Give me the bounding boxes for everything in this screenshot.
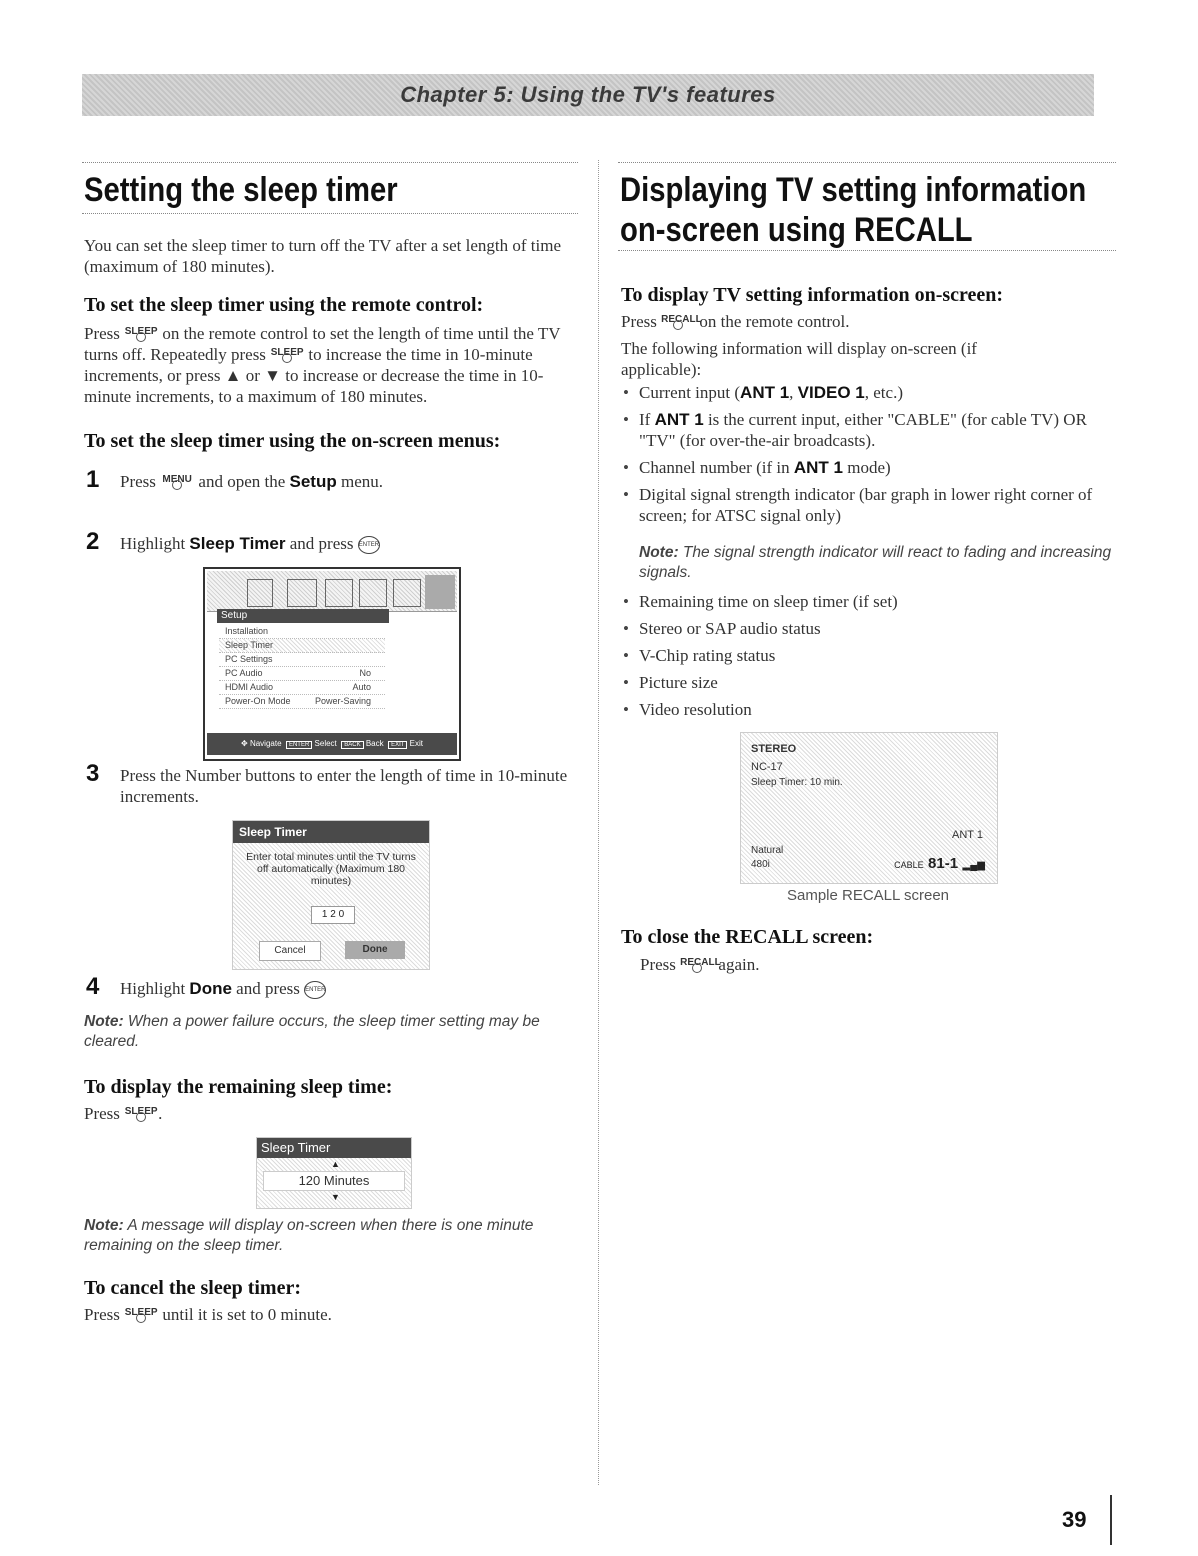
bullet-item: • Digital signal strength indicator (bar graph in lower right corner of screen; for ATSC signal only) <box>621 484 1111 526</box>
text: until it is set to 0 minute. <box>162 1305 332 1324</box>
key-label: RECALL <box>661 314 702 325</box>
bullet-item: • If ANT 1 is the current input, either "CABLE" (for cable TV) OR "TV" (for over-the-air broadcasts). <box>621 409 1111 451</box>
bullet-item: • Channel number (if in ANT 1 mode) <box>621 457 1111 478</box>
key-label: SLEEP <box>124 326 158 337</box>
heading: To cancel the sleep timer: <box>84 1277 301 1299</box>
note-label: Note: <box>84 1013 124 1030</box>
key-label: SLEEP <box>124 1106 158 1117</box>
key-label: SLEEP <box>270 347 304 358</box>
rule <box>82 213 578 214</box>
enter-key-icon: ENTER <box>304 981 326 999</box>
channel-source: CABLE <box>894 860 924 870</box>
text: Press <box>84 324 120 343</box>
remaining-minutes-value: 120 Minutes <box>263 1171 405 1191</box>
menu-item-value: Power-Saving <box>314 696 371 706</box>
audio-icon <box>325 579 353 607</box>
picture-size: Natural <box>751 845 784 856</box>
text: Highlight <box>120 534 186 553</box>
up-arrow-icon: ▲ <box>331 1159 340 1169</box>
menu-item-value: No <box>359 668 371 678</box>
heading: To set the sleep timer using the remote control: <box>84 294 484 316</box>
info-bullets-2 <box>621 591 1111 726</box>
note-label: Note: <box>84 1217 124 1234</box>
text: again. <box>718 955 760 974</box>
display-press-text <box>621 311 1111 332</box>
step-number: 2 <box>86 528 100 555</box>
menus-heading <box>84 430 578 453</box>
done-button[interactable]: Done <box>345 941 405 959</box>
section-title-line: on-screen using RECALL <box>620 211 973 249</box>
setup-menu-list <box>219 625 385 709</box>
bullet-item: • V-Chip rating status <box>621 645 1111 666</box>
heading: To display the remaining sleep time: <box>84 1076 393 1098</box>
bullet-item: • Current input (ANT 1, VIDEO 1, etc.) <box>621 382 1111 403</box>
heading: To display TV setting information on-screen: <box>621 284 1004 306</box>
chapter-banner <box>82 74 1094 116</box>
display-heading <box>621 284 1116 307</box>
page-title: Setting the sleep timer <box>84 171 398 209</box>
cancel-heading <box>84 1277 578 1300</box>
step-2-text <box>120 533 578 554</box>
menu-key-icon <box>160 471 194 489</box>
picture-icon <box>287 579 317 607</box>
step-number: 1 <box>86 466 100 493</box>
menu-icon-strip <box>207 571 457 612</box>
note-text: When a power failure occurs, the sleep timer setting may be cleared. <box>84 1013 540 1050</box>
remote-paragraph <box>84 323 578 407</box>
chapter-title: Chapter 5: Using the TV's features <box>400 82 776 107</box>
heading: To set the sleep timer using the on-screen menus: <box>84 430 501 452</box>
bold-term: Sleep Timer <box>189 534 286 553</box>
section-title-line: Displaying TV setting information <box>620 171 1087 209</box>
step-number: 4 <box>86 973 100 1000</box>
text: Press <box>84 1305 120 1324</box>
nav-label: Exit <box>409 739 423 748</box>
text: Press <box>640 955 676 974</box>
key-label: RECALL <box>680 957 721 968</box>
menu-item <box>219 653 385 667</box>
section-title-sleep <box>84 170 449 210</box>
remote-heading <box>84 294 578 317</box>
page-number: 39 <box>1062 1507 1087 1532</box>
close-heading <box>621 926 1116 949</box>
step-4-text <box>120 978 578 999</box>
digit: 1 <box>321 909 328 920</box>
note-signal <box>639 543 1114 583</box>
rating-status: NC-17 <box>751 761 783 773</box>
input-status: ANT 1 <box>952 829 983 841</box>
menu-item-selected <box>219 639 385 653</box>
page-number-rule <box>1110 1495 1112 1545</box>
rule <box>618 162 1116 163</box>
sleep-key-icon <box>270 344 304 362</box>
note-label: Note: <box>639 544 679 561</box>
section-title-recall <box>620 170 1162 250</box>
sleep-key-icon <box>124 1103 158 1121</box>
nav-label: Back <box>365 739 384 748</box>
nav-help-bar <box>207 733 457 755</box>
audio-status: STEREO <box>751 743 797 755</box>
lock-icon <box>393 579 421 607</box>
menu-item-label: PC Audio <box>225 668 263 678</box>
text: Press <box>621 312 657 331</box>
sleep-status: Sleep Timer: 10 min. <box>751 777 843 788</box>
step-number: 3 <box>86 760 100 787</box>
sleep-key-icon <box>124 1304 158 1322</box>
video-icon <box>247 579 273 607</box>
menu-item-label: Sleep Timer <box>225 640 274 650</box>
bullet-item: • Stereo or SAP audio status <box>621 618 1111 639</box>
setup-menu-screenshot <box>203 567 461 761</box>
column-divider <box>598 160 599 1485</box>
note-one-minute <box>84 1216 564 1256</box>
text: and open the <box>198 472 286 491</box>
text: to increase the time in 10-minute increments, or press ▲ or ▼ to increase or decrease the time in 10-minute increments, to a maximum of 180 minutes. <box>84 345 544 406</box>
text: on the remote control to set the length of time until the TV turns off. Repeatedly press <box>84 324 561 364</box>
bold-term: Done <box>189 979 232 998</box>
navigate-icon: ✥ <box>241 739 248 748</box>
menu-item-label: PC Settings <box>225 654 273 664</box>
bold-term: Setup <box>289 472 337 491</box>
following-text: The following information will display on-screen (if applicable): <box>621 339 977 379</box>
recall-sample-screen <box>740 732 998 884</box>
info-bullets-1 <box>621 382 1111 532</box>
step-1-text <box>120 471 578 492</box>
menu-item-value: Auto <box>352 682 371 692</box>
remaining-press-text: Press SLEEP . <box>84 1103 162 1124</box>
menu-item-label: HDMI Audio <box>225 682 274 692</box>
signal-bars-icon: ▂▄▆ <box>962 860 985 871</box>
dialog-message: Enter total minutes until the TV turns off automatically (Maximum 180 minutes) <box>246 851 416 887</box>
bullet-item: • Remaining time on sleep timer (if set) <box>621 591 1111 612</box>
enter-key-icon: ENTER <box>286 741 312 749</box>
remaining-time-box <box>256 1137 412 1209</box>
cancel-button[interactable]: Cancel <box>259 941 321 961</box>
digit: 2 <box>330 909 336 920</box>
video-resolution: 480i <box>751 859 770 870</box>
note-text: A message will display on-screen when there is one minute remaining on the sleep timer. <box>84 1217 534 1254</box>
key-label: MENU <box>162 474 192 485</box>
menu-item <box>219 625 385 639</box>
menu-item <box>219 695 385 709</box>
nav-label: Select <box>314 739 337 748</box>
setup-icon <box>425 575 455 609</box>
text: and press <box>236 979 300 998</box>
key-label: SLEEP <box>124 1307 158 1318</box>
preferences-icon <box>359 579 387 607</box>
menu-item <box>219 667 385 681</box>
enter-key-icon: ENTER <box>358 536 380 554</box>
step-3-text: Press the Number buttons to enter the length of time in 10-minute increments. <box>120 766 568 806</box>
close-text <box>640 954 759 975</box>
text: Press <box>84 1104 120 1123</box>
text: on the remote control. <box>699 312 850 331</box>
menu-item <box>219 681 385 695</box>
note-text: The signal strength indicator will react to fading and increasing signals. <box>639 544 1112 581</box>
menu-item-label: Installation <box>225 626 269 636</box>
dialog-title: Sleep Timer <box>233 821 429 843</box>
text: Highlight <box>120 979 186 998</box>
digit: 0 <box>338 909 345 920</box>
intro-text: You can set the sleep timer to turn off the TV after a set length of time (maximum of 180 minutes). <box>84 236 561 276</box>
sleep-key-icon <box>124 323 158 341</box>
minutes-entry-field[interactable] <box>311 906 355 924</box>
text: Press <box>120 472 156 491</box>
bullet-item: • Picture size <box>621 672 1111 693</box>
back-key-icon: BACK <box>341 741 363 749</box>
menu-item-label: Power-On Mode <box>225 696 291 706</box>
recall-caption: Sample RECALL screen <box>786 887 950 904</box>
recall-key-icon <box>680 954 721 972</box>
channel-number: 81-1 <box>928 855 959 872</box>
rule <box>618 250 1116 251</box>
note-power-failure <box>84 1012 564 1052</box>
cancel-text <box>84 1304 578 1325</box>
rule <box>82 162 578 163</box>
remaining-heading <box>84 1076 578 1099</box>
remaining-box-title: Sleep Timer <box>257 1138 411 1158</box>
exit-key-icon: EXIT <box>388 741 407 749</box>
text: and press <box>289 534 354 553</box>
bullet-item: • Video resolution <box>621 699 1111 720</box>
channel-display <box>894 855 985 873</box>
heading: To close the RECALL screen: <box>621 926 874 948</box>
text: menu. <box>341 472 384 491</box>
down-arrow-icon: ▼ <box>331 1192 340 1202</box>
setup-menu-title: Setup <box>217 609 389 623</box>
sleep-timer-dialog <box>232 820 430 970</box>
recall-key-icon <box>661 311 702 329</box>
nav-label: Navigate <box>249 739 282 748</box>
